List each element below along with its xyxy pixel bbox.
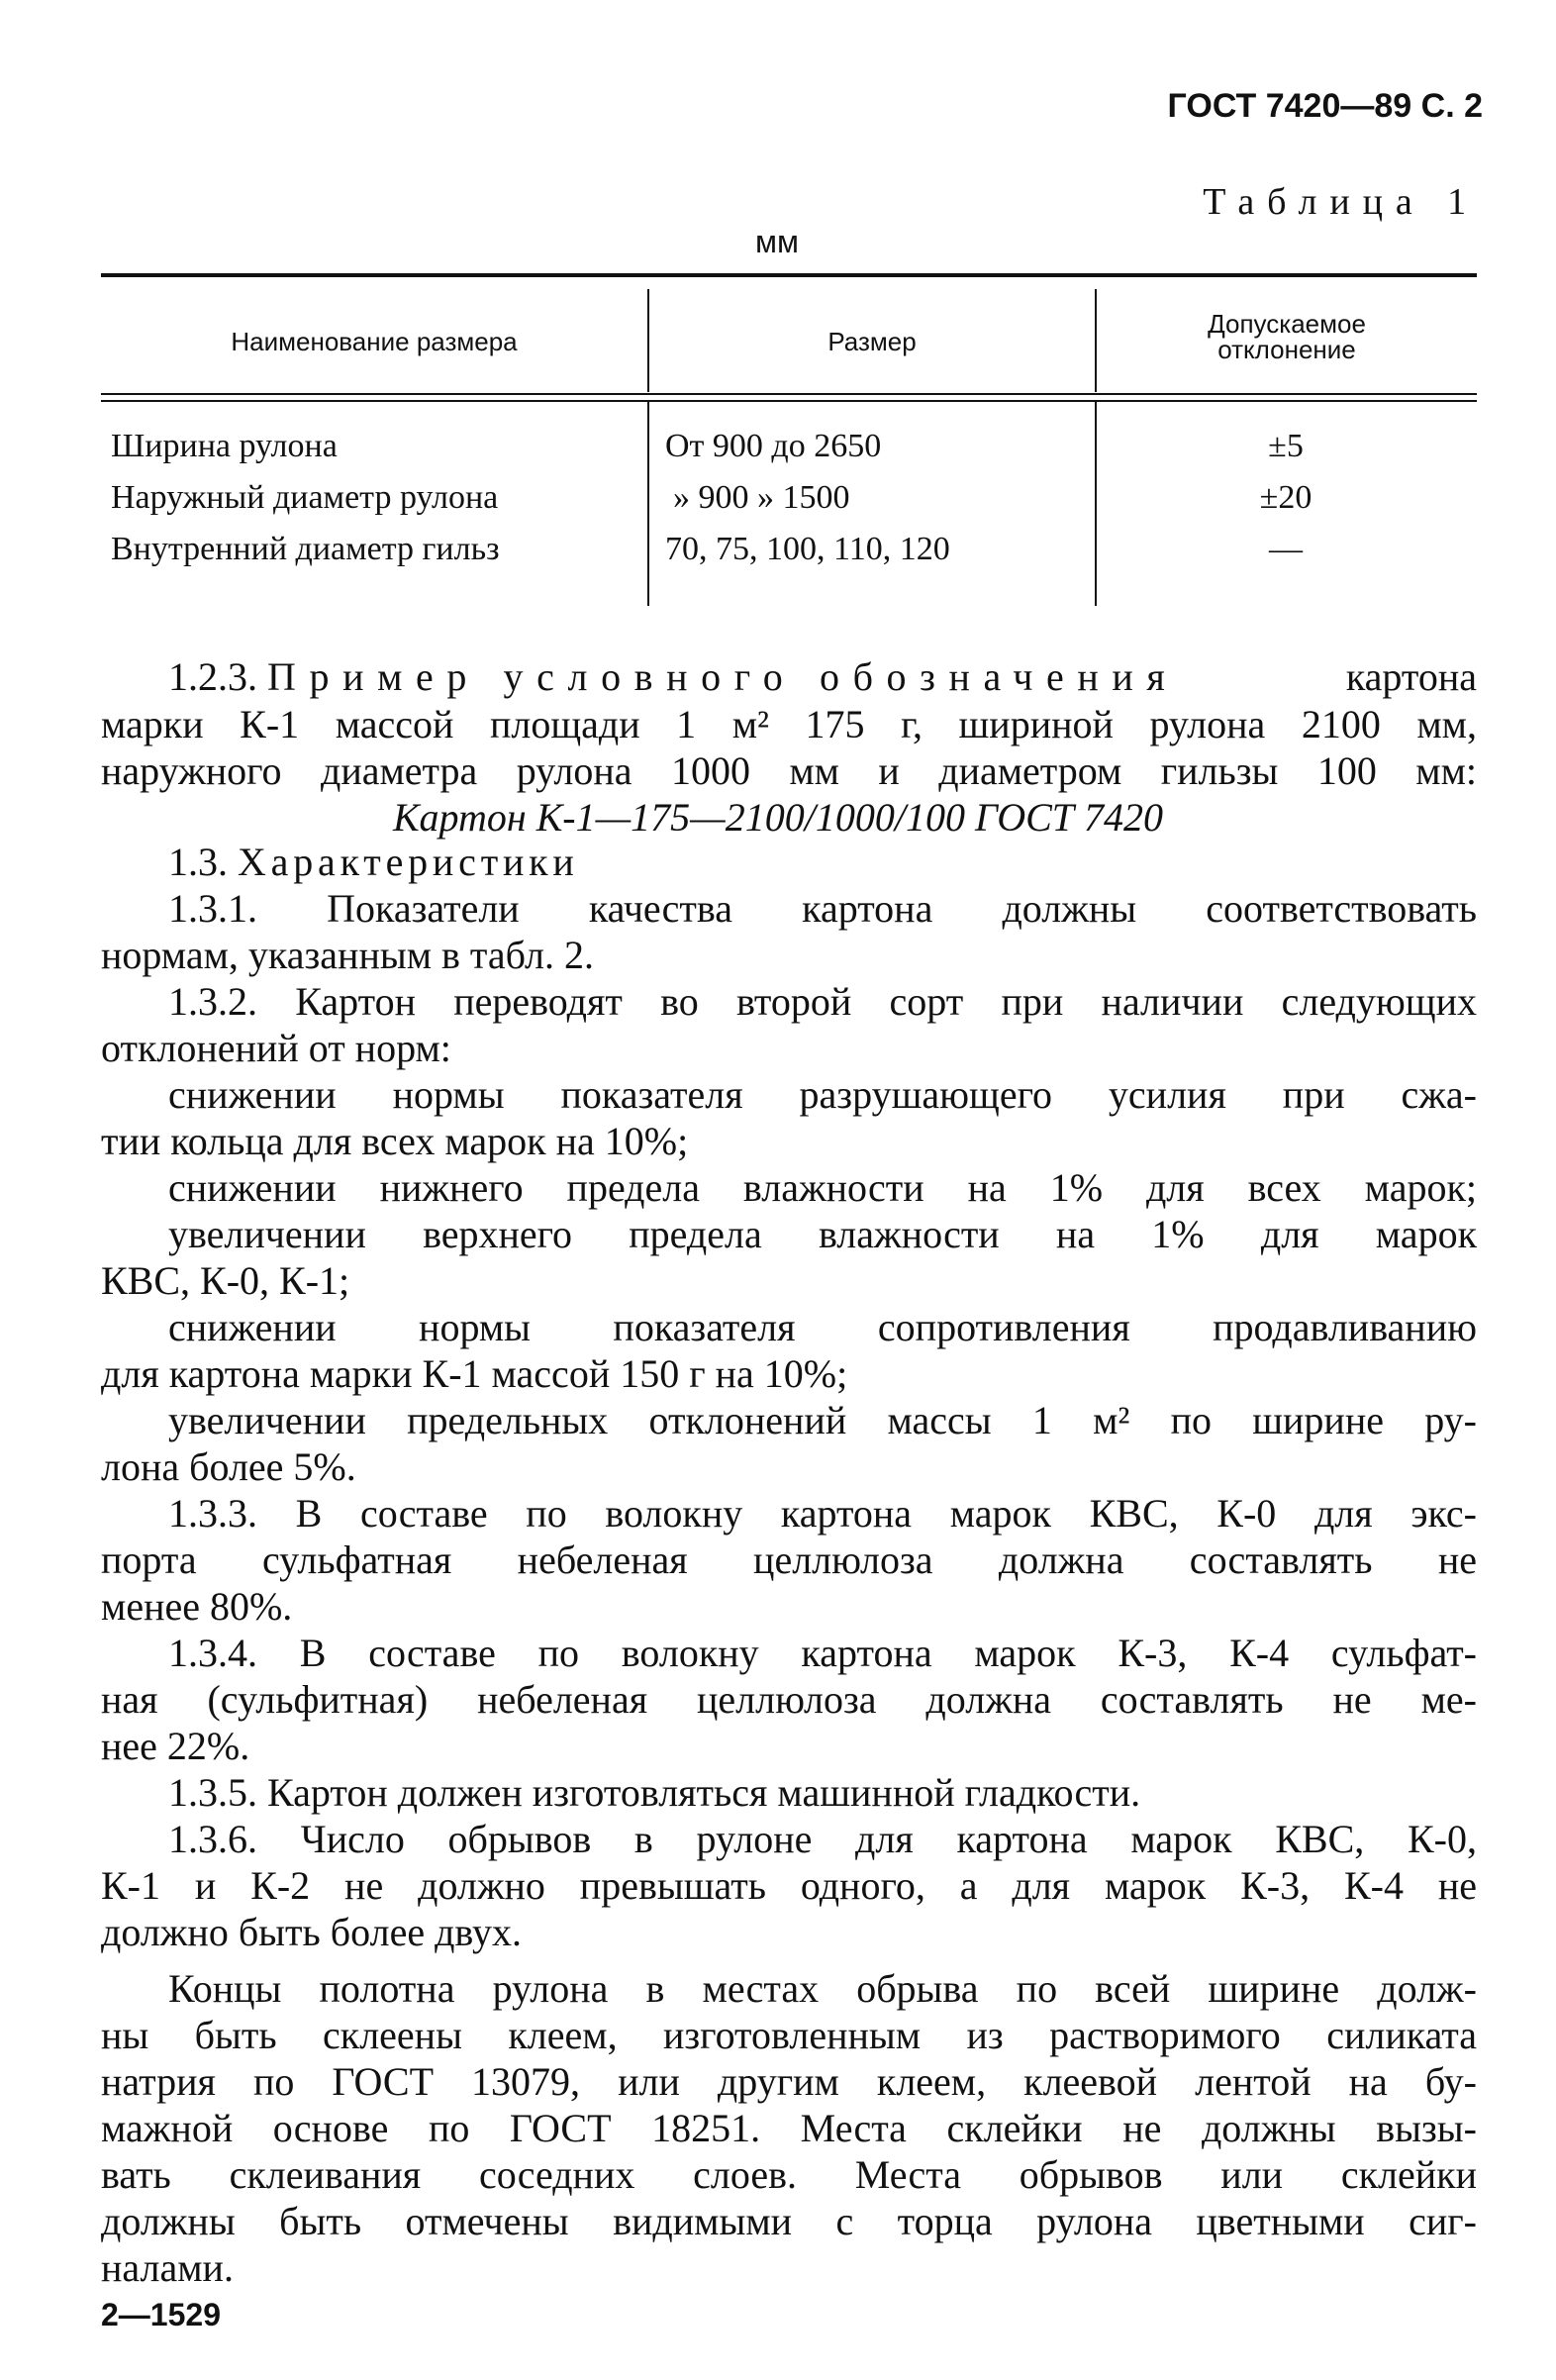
paragraph-line: нее 22%.	[101, 1724, 250, 1768]
column-header-tolerance: Допускаемое отклонение	[1208, 309, 1366, 364]
paragraph-line: менее 80%.	[101, 1584, 293, 1629]
paragraph-line: 1.3.3. В составе по волокну картона марок КВС, К-0 для экс-	[168, 1491, 1477, 1536]
paragraph-line: порта сульфатная небеленая целлюлоза должна составлять не	[101, 1537, 1477, 1582]
paragraph-line: тии кольца для всех марок на 10%;	[101, 1119, 689, 1163]
table-col-divider-2	[1095, 289, 1097, 392]
paragraph-line: должно быть более двух.	[101, 1910, 522, 1954]
paragraph-line: 1.3.5. Картон должен изготовляться машинной гладкости.	[168, 1770, 1141, 1815]
paragraph-line: Концы полотна рулона в местах обрыва по всей ширине долж-	[168, 1966, 1477, 2011]
row-3-name: Внутренний диаметр гильз	[111, 531, 500, 567]
paragraph-line: 1.3.6. Число обрывов в рулоне для картона марок КВС, К-0,	[168, 1817, 1477, 1861]
section-number: 1.2.3.	[168, 654, 257, 699]
document-header: ГОСТ 7420—89 С. 2	[1167, 87, 1483, 125]
paragraph-line: снижении нормы показателя разрушающего усилия при сжа-	[168, 1072, 1477, 1117]
section-1-3-heading	[168, 839, 579, 885]
row-1-size: От 900 до 2650	[665, 428, 882, 464]
column-header-size: Размер	[827, 327, 917, 356]
paragraph-line: налами.	[101, 2245, 234, 2290]
row-3-size: 70, 75, 100, 110, 120	[665, 531, 950, 567]
table-col-divider-1-body	[647, 402, 649, 606]
row-2-name: Наружный диаметр рулона	[111, 479, 499, 516]
table-top-rule	[101, 273, 1477, 277]
paragraph-line: должны быть отмечены видимыми с торца рулона цветными сиг-	[101, 2199, 1477, 2243]
paragraph-line: К-1 и К-2 не должно превышать одного, а для марок К-3, К-4 не	[101, 1863, 1477, 1908]
section-1-2-3-line-end: картона	[1345, 654, 1477, 699]
row-2-size: » 900 » 1500	[673, 479, 850, 516]
table-header-rule-1	[101, 393, 1477, 395]
section-title: Характеристики	[238, 840, 579, 884]
table-header-rule-2	[101, 400, 1477, 402]
paragraph-line: для картона марки К-1 массой 150 г на 10%;	[101, 1351, 848, 1396]
paragraph-line: вать склеивания соседних слоев. Места обрывов или склейки	[101, 2152, 1477, 2197]
paragraph-line: марки К-1 массой площади 1 м² 175 г, шириной рулона 2100 мм,	[101, 702, 1477, 746]
page-footer-code: 2—1529	[101, 2297, 221, 2332]
row-1-name: Ширина рулона	[111, 428, 338, 464]
row-3-tolerance: —	[1269, 531, 1303, 567]
section-number: 1.3.	[168, 840, 228, 884]
paragraph-line: мажной основе по ГОСТ 18251. Места склейки не должны вызы-	[101, 2106, 1477, 2150]
paragraph-line: ная (сульфитная) небеленая целлюлоза должна составлять не ме-	[101, 1677, 1477, 1722]
paragraph-line: 1.3.1. Показатели качества картона должны соответствовать	[168, 886, 1477, 931]
section-title: Пример условного обозначения	[267, 654, 1179, 699]
paragraph-line: 1.3.2. Картон переводят во второй сорт при наличии следующих	[168, 979, 1477, 1024]
row-1-tolerance: ±5	[1268, 428, 1304, 464]
paragraph-line: нормам, указанным в табл. 2.	[101, 933, 594, 977]
table-caption: Таблица 1	[1203, 181, 1479, 223]
paragraph-line: 1.3.4. В составе по волокну картона марок К-3, К-4 сульфат-	[168, 1631, 1477, 1675]
section-1-2-3-heading	[168, 653, 1178, 700]
row-2-tolerance: ±20	[1259, 479, 1313, 516]
column-header-name: Наименование размера	[231, 327, 518, 356]
paragraph-line: ны быть склеены клеем, изготовленным из растворимого силиката	[101, 2013, 1477, 2057]
table-unit: мм	[755, 224, 799, 259]
paragraph-line: КВС, К-0, К-1;	[101, 1258, 350, 1303]
paragraph-line: снижении нижнего предела влажности на 1% для всех марок;	[168, 1165, 1477, 1210]
paragraph-line: натрия по ГОСТ 13079, или другим клеем, клеевой лентой на бу-	[101, 2059, 1477, 2104]
paragraph-line: увеличении верхнего предела влажности на 1% для марок	[168, 1212, 1477, 1256]
paragraph-line: наружного диаметра рулона 1000 мм и диаметром гильзы 100 мм:	[101, 748, 1477, 793]
paragraph-line: отклонений от норм:	[101, 1026, 451, 1070]
paragraph-line: лона более 5%.	[101, 1444, 356, 1489]
paragraph-line: увеличении предельных отклонений массы 1 м² по ширине ру-	[168, 1398, 1477, 1442]
paragraph-line: снижении нормы показателя сопротивления продавливанию	[168, 1305, 1477, 1349]
designation-example: Картон К-1—175—2100/1000/100 ГОСТ 7420	[392, 795, 1164, 840]
